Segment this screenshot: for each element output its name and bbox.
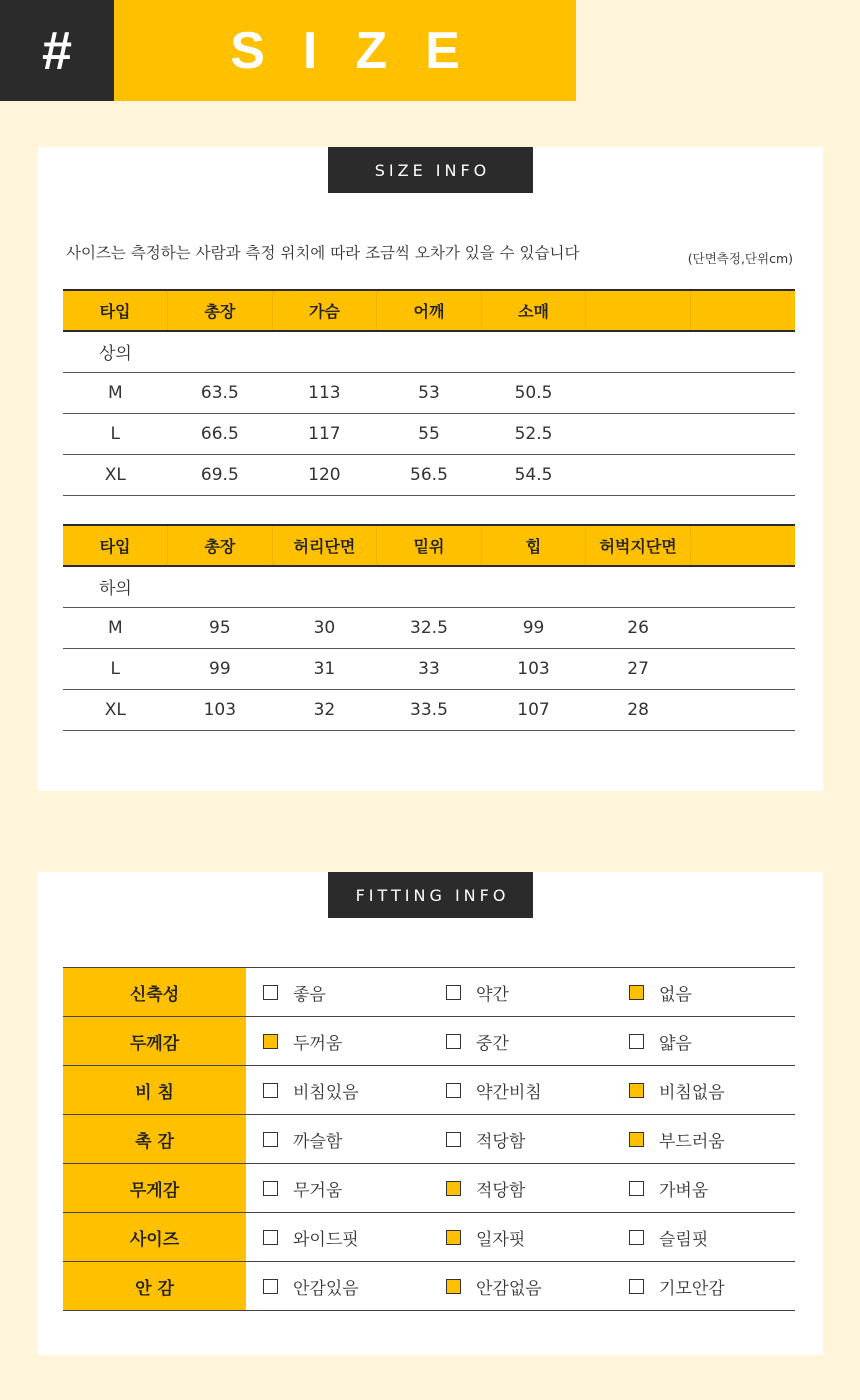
fitting-attribute-label: 사이즈 <box>63 1213 246 1262</box>
size-info-card <box>38 147 823 791</box>
fitting-option <box>612 1213 795 1262</box>
table-cell <box>690 607 795 648</box>
column-header: 가슴 <box>272 290 377 331</box>
fitting-option <box>612 1017 795 1066</box>
fitting-attribute-label: 신축성 <box>63 968 246 1017</box>
column-header <box>690 525 795 566</box>
table-cell <box>690 413 795 454</box>
unchecked-box-icon <box>263 1181 278 1196</box>
table-cell: 103 <box>168 689 273 730</box>
fitting-row <box>63 1213 795 1262</box>
table-cell: 30 <box>272 607 377 648</box>
fitting-option <box>246 1115 429 1164</box>
checked-box-icon <box>629 1083 644 1098</box>
page-title: SIZE <box>114 0 576 101</box>
fitting-option-label: 슬림핏 <box>659 1229 709 1250</box>
column-header: 총장 <box>168 525 273 566</box>
fitting-option <box>429 1115 612 1164</box>
fitting-option <box>246 1066 429 1115</box>
checked-box-icon <box>446 1181 461 1196</box>
table-cell: XL <box>63 689 168 730</box>
table-cell: 113 <box>272 372 377 413</box>
table-cell <box>586 454 691 495</box>
fitting-info-label: FITTING INFO <box>328 872 533 918</box>
fitting-attribute-label: 비 침 <box>63 1066 246 1115</box>
column-header: 타입 <box>63 525 168 566</box>
fitting-option-label: 안감있음 <box>293 1278 359 1299</box>
unchecked-box-icon <box>446 1132 461 1147</box>
table-cell: 107 <box>481 689 586 730</box>
unchecked-box-icon <box>263 1230 278 1245</box>
fitting-option-label: 약간비침 <box>476 1082 542 1103</box>
unchecked-box-icon <box>263 985 278 1000</box>
fitting-option <box>429 1066 612 1115</box>
table-cell: L <box>63 413 168 454</box>
checked-box-icon <box>629 985 644 1000</box>
fitting-option-label: 중간 <box>476 1033 509 1054</box>
table-cell: 53 <box>377 372 482 413</box>
unchecked-box-icon <box>263 1083 278 1098</box>
fitting-option <box>612 968 795 1017</box>
table-cell <box>586 413 691 454</box>
unchecked-box-icon <box>446 985 461 1000</box>
fitting-option <box>429 1017 612 1066</box>
checked-box-icon <box>446 1279 461 1294</box>
table-cell <box>690 454 795 495</box>
fitting-option-label: 적당함 <box>476 1180 526 1201</box>
table-cell: 32.5 <box>377 607 482 648</box>
table-cell: 55 <box>377 413 482 454</box>
fitting-row <box>63 968 795 1017</box>
unchecked-box-icon <box>446 1083 461 1098</box>
checked-box-icon <box>263 1034 278 1049</box>
fitting-option-label: 와이드핏 <box>293 1229 359 1250</box>
fitting-option <box>612 1164 795 1213</box>
fitting-option <box>429 1164 612 1213</box>
checked-box-icon <box>629 1132 644 1147</box>
table-cell: 31 <box>272 648 377 689</box>
column-header: 어깨 <box>377 290 482 331</box>
fitting-option <box>246 1164 429 1213</box>
fitting-row <box>63 1262 795 1311</box>
top-size-table <box>63 289 795 496</box>
table-cell: M <box>63 607 168 648</box>
table-cell: 63.5 <box>168 372 273 413</box>
unchecked-box-icon <box>263 1132 278 1147</box>
fitting-row <box>63 1017 795 1066</box>
fitting-attribute-label: 두께감 <box>63 1017 246 1066</box>
table-cell: 66.5 <box>168 413 273 454</box>
fitting-option <box>246 1017 429 1066</box>
fitting-option-label: 얇음 <box>659 1033 692 1054</box>
table-row <box>63 689 795 730</box>
table-cell: 54.5 <box>481 454 586 495</box>
table-cell: 50.5 <box>481 372 586 413</box>
table-cell: 95 <box>168 607 273 648</box>
table-cell: 69.5 <box>168 454 273 495</box>
table-cell: 120 <box>272 454 377 495</box>
header-hash: # <box>0 0 114 101</box>
column-header: 허벅지단면 <box>586 525 691 566</box>
table-cell: 56.5 <box>377 454 482 495</box>
table-cell: 99 <box>168 648 273 689</box>
table-row-category <box>63 566 795 607</box>
unchecked-box-icon <box>629 1181 644 1196</box>
table-row <box>63 454 795 495</box>
table-cell: M <box>63 372 168 413</box>
fitting-option-label: 기모안감 <box>659 1278 725 1299</box>
column-header: 허리단면 <box>272 525 377 566</box>
fitting-option-label: 적당함 <box>476 1131 526 1152</box>
fitting-option <box>429 968 612 1017</box>
table-cell: 52.5 <box>481 413 586 454</box>
table-cell: 33 <box>377 648 482 689</box>
fitting-option <box>429 1262 612 1311</box>
size-unit: (단면측정,단위cm) <box>687 251 793 266</box>
column-header <box>586 290 691 331</box>
size-notice: 사이즈는 측정하는 사람과 측정 위치에 따라 조금씩 오차가 있을 수 있습니다 <box>66 244 580 262</box>
fitting-row <box>63 1164 795 1213</box>
unchecked-box-icon <box>263 1279 278 1294</box>
unchecked-box-icon <box>629 1279 644 1294</box>
fitting-option <box>429 1213 612 1262</box>
fitting-option-label: 비침있음 <box>293 1082 359 1103</box>
fitting-option <box>246 968 429 1017</box>
unchecked-box-icon <box>446 1034 461 1049</box>
table-cell: 103 <box>481 648 586 689</box>
fitting-option-label: 없음 <box>659 984 692 1005</box>
fitting-option-label: 부드러움 <box>659 1131 725 1152</box>
table-row <box>63 413 795 454</box>
fitting-option-label: 가벼움 <box>659 1180 709 1201</box>
table-cell: 99 <box>481 607 586 648</box>
table-cell: 26 <box>586 607 691 648</box>
fitting-option-label: 좋음 <box>293 984 326 1005</box>
table-cell: 27 <box>586 648 691 689</box>
fitting-option <box>612 1066 795 1115</box>
fitting-option-label: 두꺼움 <box>293 1033 343 1054</box>
table-cell <box>690 372 795 413</box>
fitting-row <box>63 1066 795 1115</box>
fitting-row <box>63 1115 795 1164</box>
table-cell <box>690 648 795 689</box>
fitting-option-label: 안감없음 <box>476 1278 542 1299</box>
table-cell: 33.5 <box>377 689 482 730</box>
fitting-table <box>63 967 795 1311</box>
column-header: 타입 <box>63 290 168 331</box>
fitting-attribute-label: 촉 감 <box>63 1115 246 1164</box>
column-header: 힙 <box>481 525 586 566</box>
table-cell <box>586 372 691 413</box>
fitting-option <box>246 1213 429 1262</box>
fitting-attribute-label: 안 감 <box>63 1262 246 1311</box>
column-header: 총장 <box>168 290 273 331</box>
column-header: 밑위 <box>377 525 482 566</box>
fitting-option-label: 일자핏 <box>476 1229 526 1250</box>
table-cell: L <box>63 648 168 689</box>
checked-box-icon <box>446 1230 461 1245</box>
fitting-option <box>246 1262 429 1311</box>
fitting-option <box>612 1115 795 1164</box>
fitting-option-label: 까슬함 <box>293 1131 343 1152</box>
fitting-option-label: 무거움 <box>293 1180 343 1201</box>
unchecked-box-icon <box>629 1230 644 1245</box>
table-cell: 117 <box>272 413 377 454</box>
fitting-option <box>612 1262 795 1311</box>
unchecked-box-icon <box>629 1034 644 1049</box>
table-row-category <box>63 331 795 372</box>
table-cell: 32 <box>272 689 377 730</box>
table-cell: 28 <box>586 689 691 730</box>
fitting-option-label: 비침없음 <box>659 1082 725 1103</box>
size-info-label: SIZE INFO <box>328 147 533 193</box>
fitting-info-card <box>38 872 823 1355</box>
fitting-option-label: 약간 <box>476 984 509 1005</box>
category-label: 하의 <box>63 566 795 607</box>
bottom-size-table <box>63 524 795 731</box>
column-header: 소매 <box>481 290 586 331</box>
table-cell: XL <box>63 454 168 495</box>
table-row <box>63 648 795 689</box>
table-header-row <box>63 290 795 331</box>
fitting-attribute-label: 무게감 <box>63 1164 246 1213</box>
column-header <box>690 290 795 331</box>
table-header-row <box>63 525 795 566</box>
table-cell <box>690 689 795 730</box>
category-label: 상의 <box>63 331 795 372</box>
table-row <box>63 372 795 413</box>
table-row <box>63 607 795 648</box>
